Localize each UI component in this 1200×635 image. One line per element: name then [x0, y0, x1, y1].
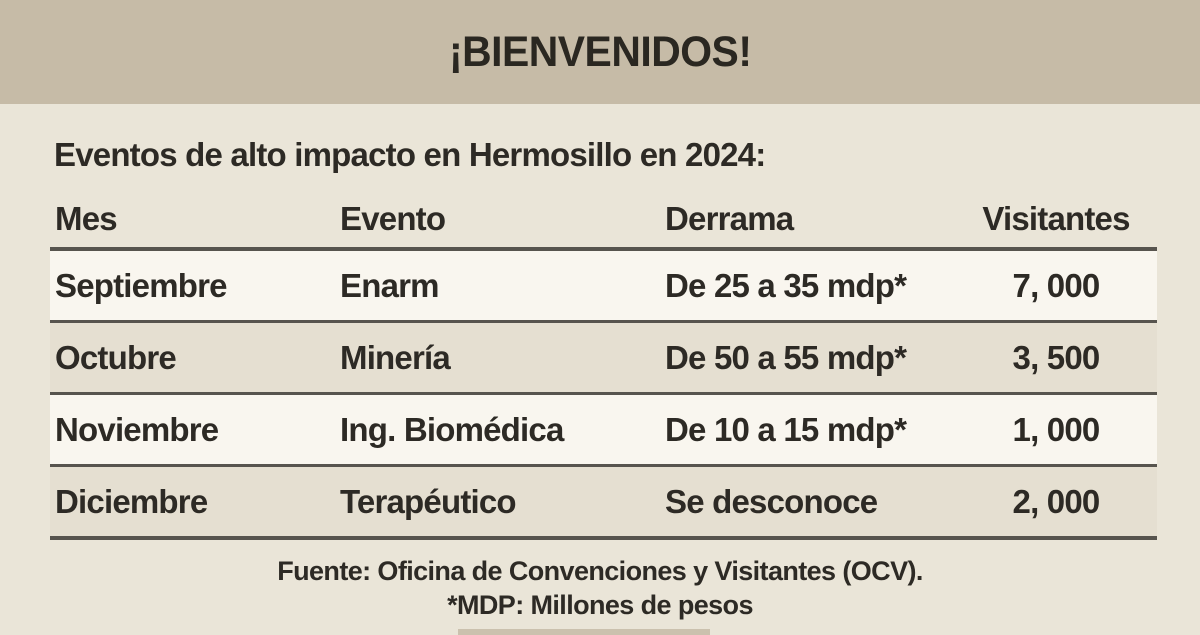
table-header-row [50, 190, 1157, 247]
intro-title: Eventos de alto impacto en Hermosillo en 2024: [54, 136, 766, 173]
cell-evento: Enarm [340, 266, 439, 304]
mdp-footnote: *MDP: Millones de pesos [447, 590, 753, 620]
cell-mes: Septiembre [55, 266, 227, 304]
cell-evento: Minería [340, 338, 450, 376]
column-header-derrama: Derrama [665, 199, 794, 237]
cell-mes: Octubre [55, 338, 176, 376]
table-bottom-divider [50, 536, 1157, 540]
table-row-septiembre [50, 251, 1157, 320]
cell-visitantes: 1, 000 [1012, 410, 1100, 448]
cell-visitantes: 2, 000 [1012, 482, 1100, 520]
events-table [50, 190, 1157, 540]
cell-derrama: Se desconoce [665, 482, 878, 520]
cell-mes: Noviembre [55, 410, 219, 448]
cell-derrama: De 25 a 35 mdp* [665, 266, 907, 304]
bottom-partial-banner [458, 629, 710, 635]
column-header-mes: Mes [55, 199, 117, 237]
cell-derrama: De 10 a 15 mdp* [665, 410, 907, 448]
cell-evento: Terapéutico [340, 482, 516, 520]
column-header-evento: Evento [340, 199, 446, 237]
column-header-visitantes: Visitantes [982, 199, 1130, 237]
banner-title: ¡BIENVENIDOS! [448, 27, 752, 76]
table-row-octubre [50, 323, 1157, 392]
table-row-noviembre [50, 395, 1157, 464]
cell-evento: Ing. Biomédica [340, 410, 564, 448]
table-row-diciembre [50, 467, 1157, 536]
cell-mes: Diciembre [55, 482, 208, 520]
cell-visitantes: 7, 000 [1012, 266, 1100, 304]
welcome-banner [0, 0, 1200, 104]
source-note: Fuente: Oficina de Convenciones y Visitantes (OCV). [277, 556, 923, 586]
cell-visitantes: 3, 500 [1012, 338, 1100, 376]
cell-derrama: De 50 a 55 mdp* [665, 338, 907, 376]
